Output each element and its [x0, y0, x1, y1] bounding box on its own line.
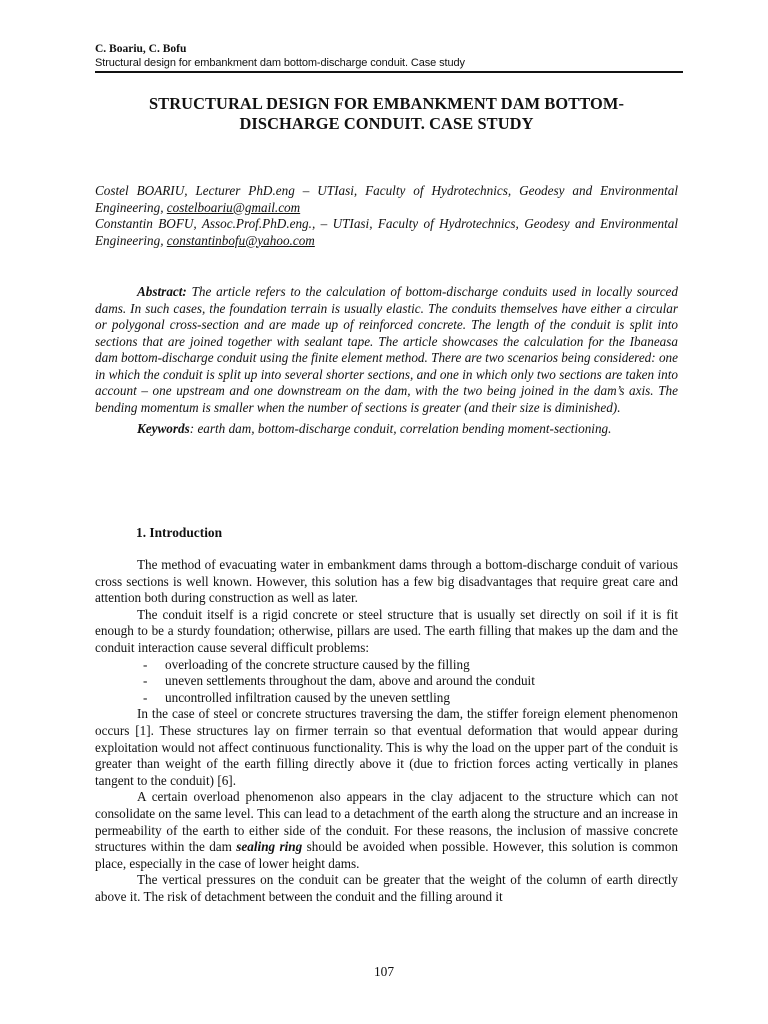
section-heading-introduction: 1. Introduction [136, 525, 223, 540]
list-dash: - [143, 689, 148, 705]
affiliation-2 [95, 216, 678, 249]
affiliation-1-text: Costel BOARIU, Lecturer PhD.eng – UTIasi, Faculty of Hydrotechnics, Geodesy and Environmental Engineering, [95, 183, 678, 215]
introduction-body [95, 557, 678, 905]
sealing-ring-emphasis: sealing ring [236, 839, 303, 855]
keywords-text: : earth dam, bottom-discharge conduit, correlation bending moment-sectioning. [189, 421, 612, 436]
list-item [95, 673, 678, 690]
intro-paragraph-4-part-a: A certain overload phenomenon also appears in the clay adjacent to the structure which can not consolidate on the same level. This can lead to a detachment of the earth along the structure and an increase in permeability of the earth to either side of the conduit. For these reasons, the inclusion of massive concrete structures within the dam [95, 789, 678, 855]
author-1-email-link[interactable]: costelboariu@gmail.com [166, 199, 301, 215]
list-item-text: uneven settlements throughout the dam, above and around the conduit [165, 673, 535, 689]
intro-paragraph-1: The method of evacuating water in embankment dams through a bottom-discharge conduit of various cross sections is well known. However, this solution has a few big disadvantages that require great care and attention both during construction as well as later. [95, 557, 678, 606]
keywords-paragraph [95, 421, 678, 438]
intro-paragraph-4 [95, 789, 678, 872]
problems-list [95, 657, 678, 707]
paper-title-line-2: DISCHARGE CONDUIT. CASE STUDY [239, 114, 534, 133]
paper-title [95, 94, 678, 134]
page-number: 107 [373, 964, 395, 979]
keywords-label: Keywords [137, 421, 190, 436]
abstract-text: The article refers to the calculation of bottom-discharge conduits used in locally sourced dams. In such cases, the foundation terrain is usually elastic. The conduits themselves have either a circular or polygonal cross-section and are made up of reinforced concrete. The length of the conduit is split into sections that are joined together with sealant tape. The article showcases the calculation for the Ibaneasa dam bottom-discharge conduit using the finite element method. There are two scenarios being considered: one in which the conduit is split up into several shorter sections, and one in which only two sections are taken into account – one upstream and one downstream on the dam, with the two being joined in the dam’s axis. The bending momentum is smaller when the number of sections is greater (and their size is diminished). [95, 284, 678, 415]
intro-paragraph-2: The conduit itself is a rigid concrete or steel structure that is usually set directly on soil if it is fit enough to be a sturdy foundation; otherwise, pillars are used. The earth filling that makes up the dam and the conduit interaction cause several difficult problems: [95, 606, 678, 655]
intro-paragraph-4-part-b: should be avoided when possible. However, this solution is common place, especially in the case of lower height dams. [95, 839, 678, 871]
affiliation-1 [95, 183, 678, 216]
abstract-label: Abstract: [137, 284, 187, 299]
list-item-text: overloading of the concrete structure caused by the filling [165, 656, 470, 672]
running-header [95, 42, 683, 73]
affiliation-2-text: Constantin BOFU, Assoc.Prof.PhD.eng., – UTIasi, Faculty of Hydrotechnics, Geodesy and Environmental Engineering, [95, 216, 678, 248]
running-header-title: Structural design for embankment dam bottom-discharge conduit. Case study [95, 57, 465, 69]
abstract-block [95, 284, 678, 438]
list-dash: - [143, 656, 148, 672]
list-item [95, 690, 678, 707]
author-2-email-link[interactable]: constantinbofu@yahoo.com [166, 232, 315, 248]
author-affiliations [95, 183, 678, 249]
intro-paragraph-5: The vertical pressures on the conduit can be greater that the weight of the column of earth directly above it. The risk of detachment between the conduit and the filling around it [95, 872, 678, 904]
list-item-text: uncontrolled infiltration caused by the uneven settling [165, 689, 450, 705]
running-header-authors: C. Boariu, C. Bofu [95, 43, 187, 55]
list-dash: - [143, 673, 148, 689]
intro-paragraph-3: In the case of steel or concrete structures traversing the dam, the stiffer foreign element phenomenon occurs [1]. These structures lay on firmer terrain so that eventual deformation that would appear during exploitation would not affect continuous functionality. This is why the load on the upper part of the conduit is greater than weight of the earth filling directly above it (due to friction forces acting vertically in planes tangent to the conduit) [6]. [95, 706, 678, 788]
list-item [95, 657, 678, 674]
abstract-paragraph [95, 284, 678, 416]
paper-title-line-1: STRUCTURAL DESIGN FOR EMBANKMENT DAM BOTTOM- [148, 94, 625, 113]
